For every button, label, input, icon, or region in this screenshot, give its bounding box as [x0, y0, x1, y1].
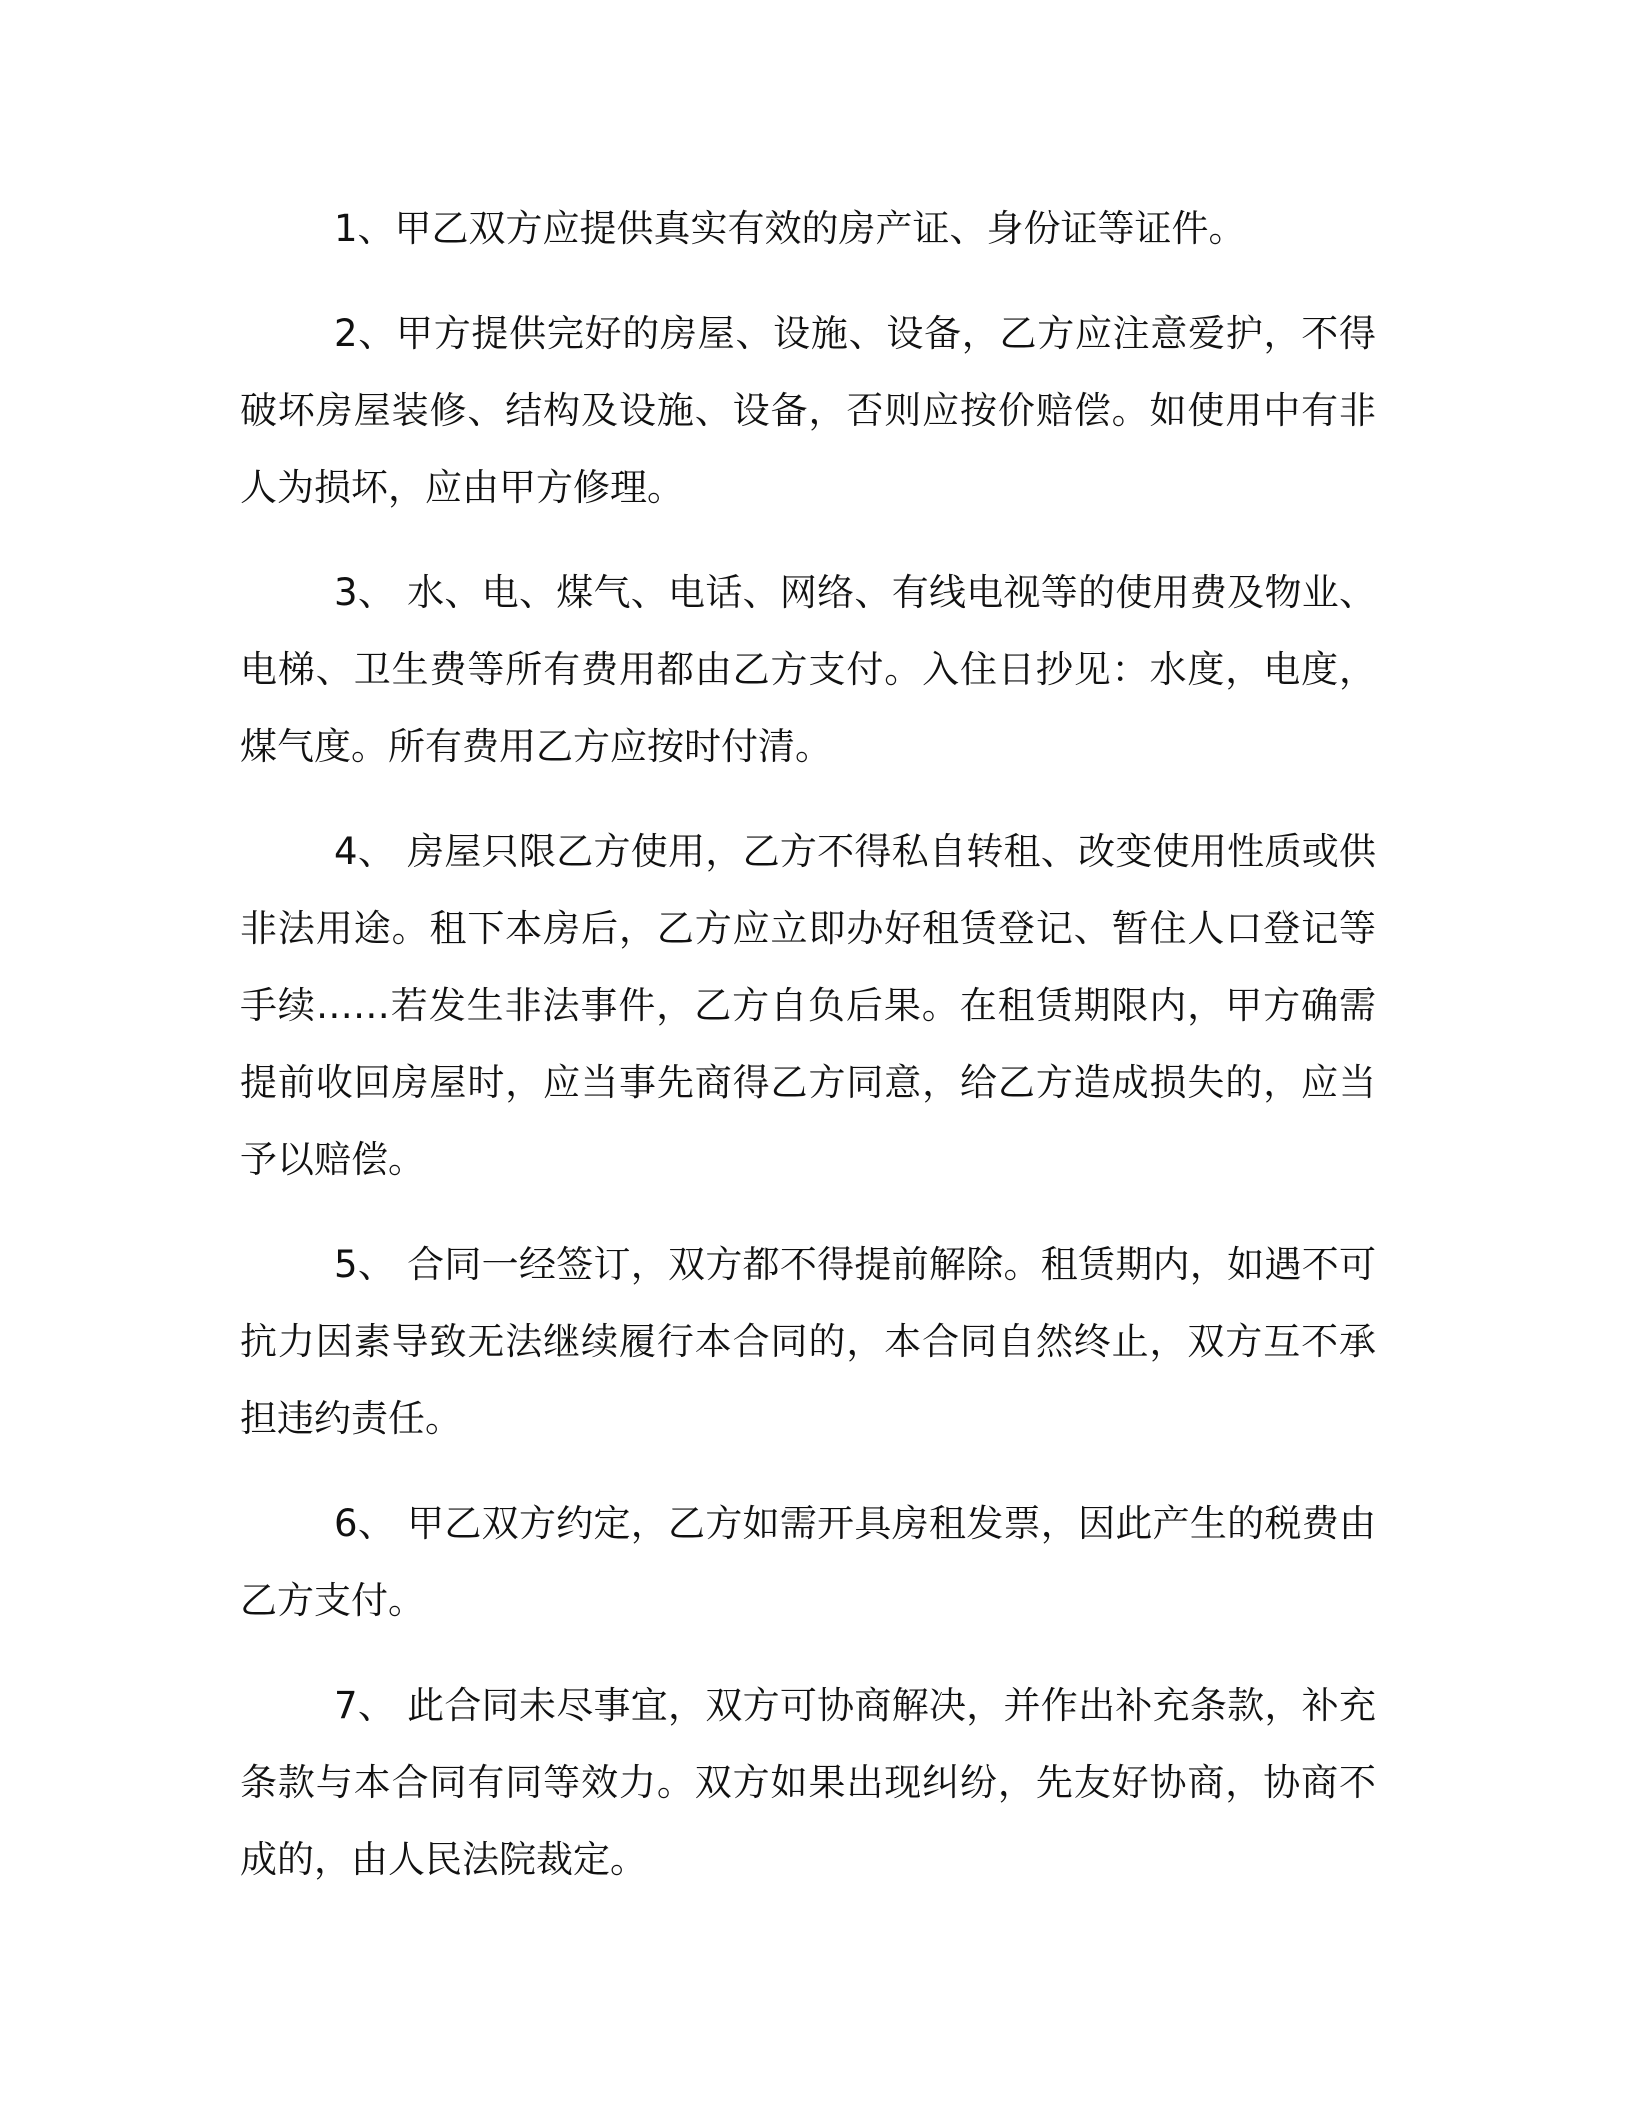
clause-1-paragraph: 1、甲乙双方应提供真实有效的房产证、身份证等证件。 — [334, 207, 1246, 250]
clause-5-paragraph: 5、 合同一经签订，双方都不得提前解除。租赁期内，如遇不可抗力因素导致无法继续履行本合同的，本合同自然终止，双方互不承担违约责任。 — [240, 1243, 1376, 1440]
clause-4-paragraph: 4、 房屋只限乙方使用，乙方不得私自转租、改变使用性质或供非法用途。租下本房后，乙方应立即办好租赁登记、暂住人口登记等手续……若发生非法事件，乙方自负后果。在租赁期限内，甲方确需提前收回房屋时，应当事先商得乙方同意，给乙方造成损失的，应当予以赔偿。 — [240, 830, 1376, 1181]
clause-2-paragraph: 2、甲方提供完好的房屋、设施、设备，乙方应注意爱护，不得破坏房屋装修、结构及设施、设备，否则应按价赔偿。如使用中有非人为损坏，应由甲方修理。 — [240, 312, 1376, 509]
clause-7-paragraph: 7、 此合同未尽事宜，双方可协商解决，并作出补充条款，补充条款与本合同有同等效力。双方如果出现纠纷，先友好协商，协商不成的，由人民法院裁定。 — [240, 1684, 1376, 1881]
document-body — [240, 190, 1376, 1926]
clause-3-paragraph: 3、 水、电、煤气、电话、网络、有线电视等的使用费及物业、电梯、卫生费等所有费用都由乙方支付。入住日抄见：水度，电度，煤气度。所有费用乙方应按时付清。 — [240, 571, 1376, 768]
clause-6-paragraph: 6、 甲乙双方约定，乙方如需开具房租发票，因此产生的税费由乙方支付。 — [240, 1502, 1376, 1622]
